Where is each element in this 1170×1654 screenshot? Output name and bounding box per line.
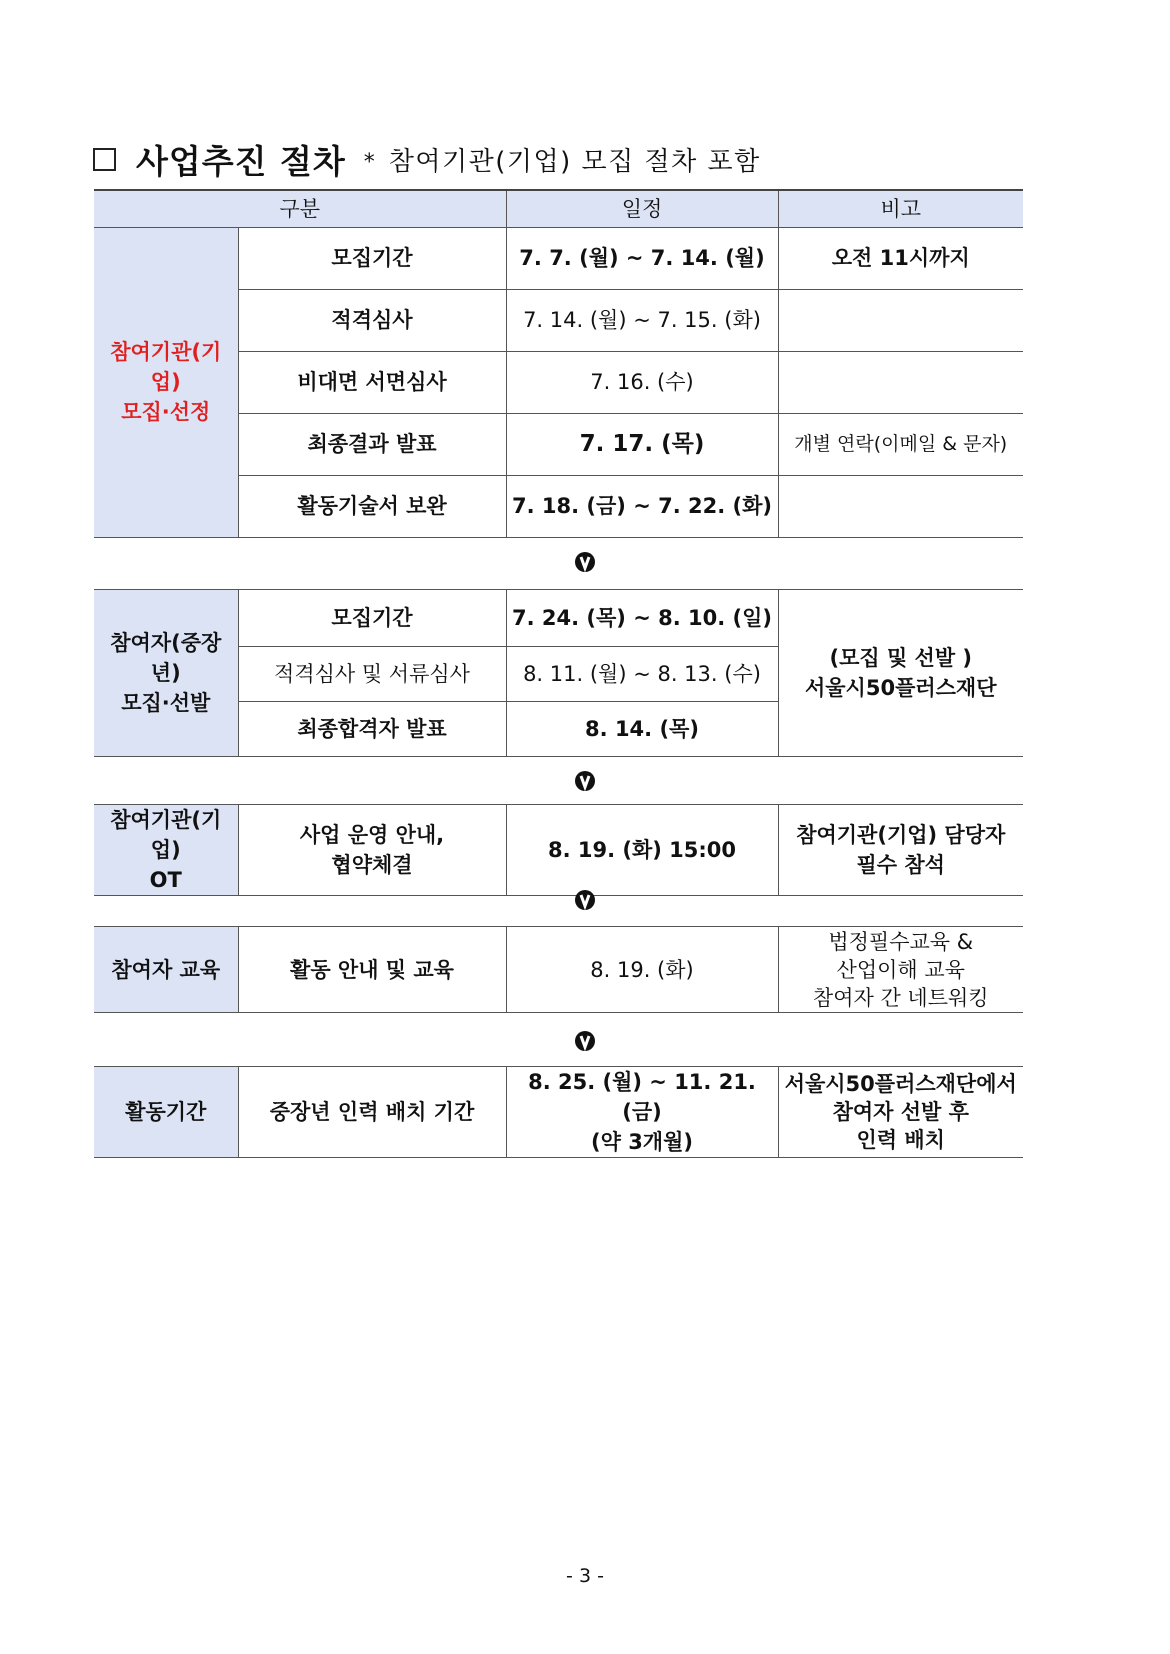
task-cell: 적격심사 및 서류심사 bbox=[238, 647, 506, 702]
category-line: 모집·선발 bbox=[121, 691, 211, 715]
note-line: 참여자 선발 후 bbox=[832, 1100, 969, 1124]
note-cell: 개별 연락(이메일 & 문자) bbox=[778, 413, 1023, 475]
note-line: (모집 및 선발 ) bbox=[829, 646, 973, 670]
header-category: 구분 bbox=[94, 190, 506, 227]
note-cell bbox=[778, 351, 1023, 413]
schedule-cell: 8. 19. (화) 15:00 bbox=[506, 805, 778, 896]
task-cell: 모집기간 bbox=[238, 590, 506, 647]
note-line: 인력 배치 bbox=[856, 1128, 945, 1152]
section-title: 사업추진 절차 bbox=[136, 141, 346, 181]
table-header-row bbox=[94, 190, 1023, 227]
note-cell bbox=[778, 590, 1023, 757]
note-line: 필수 참석 bbox=[856, 853, 945, 877]
schedule-line: 8. 25. (월) ~ 11. 21. (금) bbox=[528, 1070, 756, 1124]
schedule-cell: 8. 19. (화) bbox=[506, 927, 778, 1013]
task-cell: 최종결과 발표 bbox=[238, 413, 506, 475]
category-activity-period: 활동기간 bbox=[94, 1067, 238, 1158]
note-cell bbox=[778, 1067, 1023, 1158]
down-arrow-icon bbox=[574, 551, 596, 573]
task-line: 사업 운영 안내, bbox=[299, 823, 445, 847]
task-line: 협약체결 bbox=[331, 853, 413, 877]
procedure-table-participants bbox=[94, 589, 1023, 757]
header-schedule: 일정 bbox=[506, 190, 778, 227]
section-heading bbox=[93, 134, 761, 184]
category-line: 참여자(중장년) bbox=[110, 631, 222, 685]
task-cell: 모집기간 bbox=[238, 227, 506, 289]
category-line: OT bbox=[149, 868, 182, 892]
task-cell: 적격심사 bbox=[238, 289, 506, 351]
note-line: 서울시50플러스재단에서 bbox=[784, 1072, 1017, 1096]
asterisk-mark: * bbox=[363, 149, 375, 175]
procedure-table-education bbox=[94, 926, 1023, 1013]
header-note: 비고 bbox=[778, 190, 1023, 227]
category-participant-recruit bbox=[94, 590, 238, 757]
schedule-cell bbox=[506, 1067, 778, 1158]
procedure-table-activity bbox=[94, 1066, 1023, 1158]
schedule-cell: 7. 24. (목) ~ 8. 10. (일) bbox=[506, 590, 778, 647]
table-row bbox=[94, 1067, 1023, 1158]
category-org-recruit bbox=[94, 227, 238, 537]
note-line: 참여기관(기업) 담당자 bbox=[796, 823, 1006, 847]
schedule-cell: 7. 17. (목) bbox=[506, 413, 778, 475]
down-arrow-icon bbox=[574, 889, 596, 911]
task-cell: 활동기술서 보완 bbox=[238, 475, 506, 537]
schedule-cell: 7. 18. (금) ~ 7. 22. (화) bbox=[506, 475, 778, 537]
table-row bbox=[94, 227, 1023, 289]
category-line: 모집·선정 bbox=[121, 400, 211, 424]
note-cell bbox=[778, 805, 1023, 896]
category-org-ot bbox=[94, 805, 238, 896]
schedule-cell: 7. 14. (월) ~ 7. 15. (화) bbox=[506, 289, 778, 351]
table-row bbox=[94, 927, 1023, 1013]
note-cell bbox=[778, 927, 1023, 1013]
task-cell bbox=[238, 805, 506, 896]
task-cell: 최종합격자 발표 bbox=[238, 702, 506, 757]
category-participant-education: 참여자 교육 bbox=[94, 927, 238, 1013]
note-line: 법정필수교육 & bbox=[828, 929, 974, 954]
task-cell: 중장년 인력 배치 기간 bbox=[238, 1067, 506, 1158]
note-cell bbox=[778, 289, 1023, 351]
checkbox-square-icon bbox=[93, 148, 116, 171]
section-subtitle: 참여기관(기업) 모집 절차 포함 bbox=[388, 146, 761, 177]
schedule-line: (약 3개월) bbox=[591, 1130, 693, 1154]
schedule-cell: 7. 7. (월) ~ 7. 14. (월) bbox=[506, 227, 778, 289]
table-row bbox=[94, 590, 1023, 647]
note-line: 참여자 간 네트워킹 bbox=[812, 985, 989, 1010]
down-arrow-icon bbox=[574, 1030, 596, 1052]
procedure-table-ot bbox=[94, 804, 1023, 896]
category-line: 참여기관(기업) bbox=[110, 340, 222, 394]
note-cell: 오전 11시까지 bbox=[778, 227, 1023, 289]
schedule-cell: 8. 14. (목) bbox=[506, 702, 778, 757]
note-line: 서울시50플러스재단 bbox=[804, 676, 997, 700]
task-cell: 활동 안내 및 교육 bbox=[238, 927, 506, 1013]
note-cell bbox=[778, 475, 1023, 537]
schedule-cell: 7. 16. (수) bbox=[506, 351, 778, 413]
task-cell: 비대면 서면심사 bbox=[238, 351, 506, 413]
page-number: - 3 - bbox=[566, 1565, 604, 1587]
table-row bbox=[94, 805, 1023, 896]
schedule-cell: 8. 11. (월) ~ 8. 13. (수) bbox=[506, 647, 778, 702]
procedure-table-main bbox=[94, 189, 1023, 538]
down-arrow-icon bbox=[574, 770, 596, 792]
note-line: 산업이해 교육 bbox=[836, 957, 965, 982]
category-line: 참여기관(기업) bbox=[110, 808, 222, 862]
